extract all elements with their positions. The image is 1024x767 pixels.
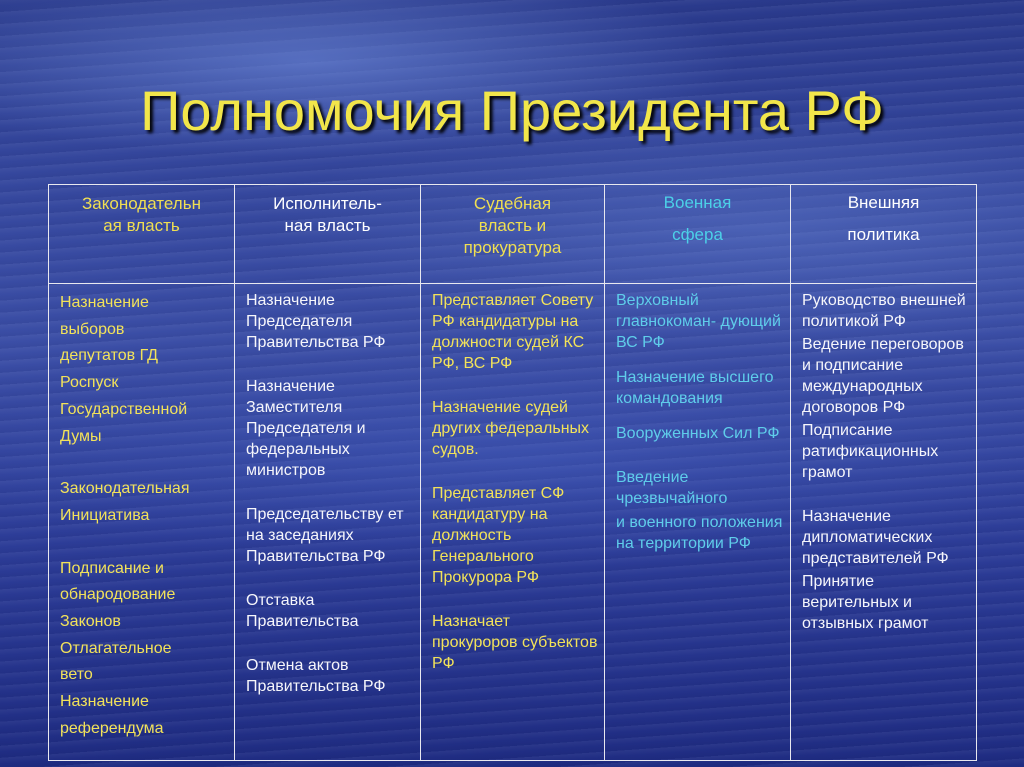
list-item: Представляет СФ кандидатуру на должность Генерального Прокурора РФ (432, 485, 565, 586)
list-item: Верховный главнокоман- дующий ВС РФ (616, 292, 781, 351)
list-item: Назначение дипломатических представителей РФ (802, 508, 949, 567)
list-item: Назначение Председателя Правительства РФ (246, 292, 386, 351)
header-military-line2: сфера (672, 225, 723, 244)
header-foreign (791, 185, 977, 284)
list-item: Назначение Заместителя Председателя и федеральных министров (246, 378, 366, 479)
executive-cell (235, 284, 421, 761)
list-item: Отставка Правительства (246, 592, 359, 630)
list-item: Отмена актов Правительства РФ (246, 657, 386, 695)
header-military-line1: Военная (663, 193, 732, 212)
list-item: Представляет Совету РФ кандидатуры на должности судей КС РФ, ВС РФ (432, 292, 594, 372)
header-judicial-line3: прокуратура (463, 238, 562, 257)
list-item: Назначение высшего командования (616, 369, 774, 407)
list-item: вето (60, 666, 93, 684)
list-item: референдума (60, 719, 164, 737)
header-judicial-line2: власть и (478, 216, 547, 235)
list-item: Принятие верительных и отзывных грамот (802, 573, 929, 632)
list-item: и военного положения на территории РФ (616, 514, 783, 552)
list-item: Законодательная (60, 480, 190, 498)
header-foreign-line1: Внешняя (847, 193, 920, 212)
list-item: Назначение (60, 294, 149, 311)
legislative-cell (49, 284, 235, 761)
list-item: Вооруженных Сил РФ (616, 425, 780, 442)
table-body-row (49, 284, 977, 761)
header-legislative-line2: ая власть (103, 216, 180, 235)
header-foreign-line2: политика (847, 225, 920, 244)
slide-title: Полномочия Президента РФ (140, 79, 884, 142)
list-item: Руководство внешней политикой РФ (802, 292, 966, 330)
list-item: Ведение переговоров и подписание международных договоров РФ (802, 336, 964, 416)
list-item: Подписание и (60, 559, 164, 577)
header-executive (235, 185, 421, 284)
header-military (605, 185, 791, 284)
list-item: Думы (60, 427, 102, 445)
table-header-row (49, 185, 977, 284)
header-legislative-line1: Законодательн (82, 194, 201, 213)
header-executive-line2: ная власть (284, 216, 371, 235)
header-judicial (421, 185, 605, 284)
list-item: Инициатива (60, 506, 150, 524)
list-item: Назначает прокуроров субъектов РФ (432, 613, 598, 672)
foreign-cell (791, 284, 977, 761)
powers-table (48, 184, 977, 761)
list-item: Назначение (60, 693, 149, 711)
list-item: Председательству ет на заседаниях Правительства РФ (246, 506, 404, 565)
list-item: Законов (60, 613, 121, 631)
list-item: депутатов ГД (60, 347, 159, 365)
list-item: Подписание ратификационных грамот (802, 422, 939, 481)
header-legislative (49, 185, 235, 284)
list-item: Роспуск (60, 374, 119, 392)
list-item: Государственной (60, 400, 188, 418)
list-item: Отлагательное (60, 639, 172, 657)
list-item: обнародование (60, 586, 176, 604)
header-judicial-line1: Судебная (473, 194, 552, 213)
judicial-cell (421, 284, 605, 761)
list-item: выборов (60, 320, 125, 338)
list-item: Введение чрезвычайного (616, 469, 728, 507)
military-cell (605, 284, 791, 761)
list-item: Назначение судей других федеральных судов. (432, 399, 590, 458)
header-executive-line1: Исполнитель- (273, 194, 382, 213)
